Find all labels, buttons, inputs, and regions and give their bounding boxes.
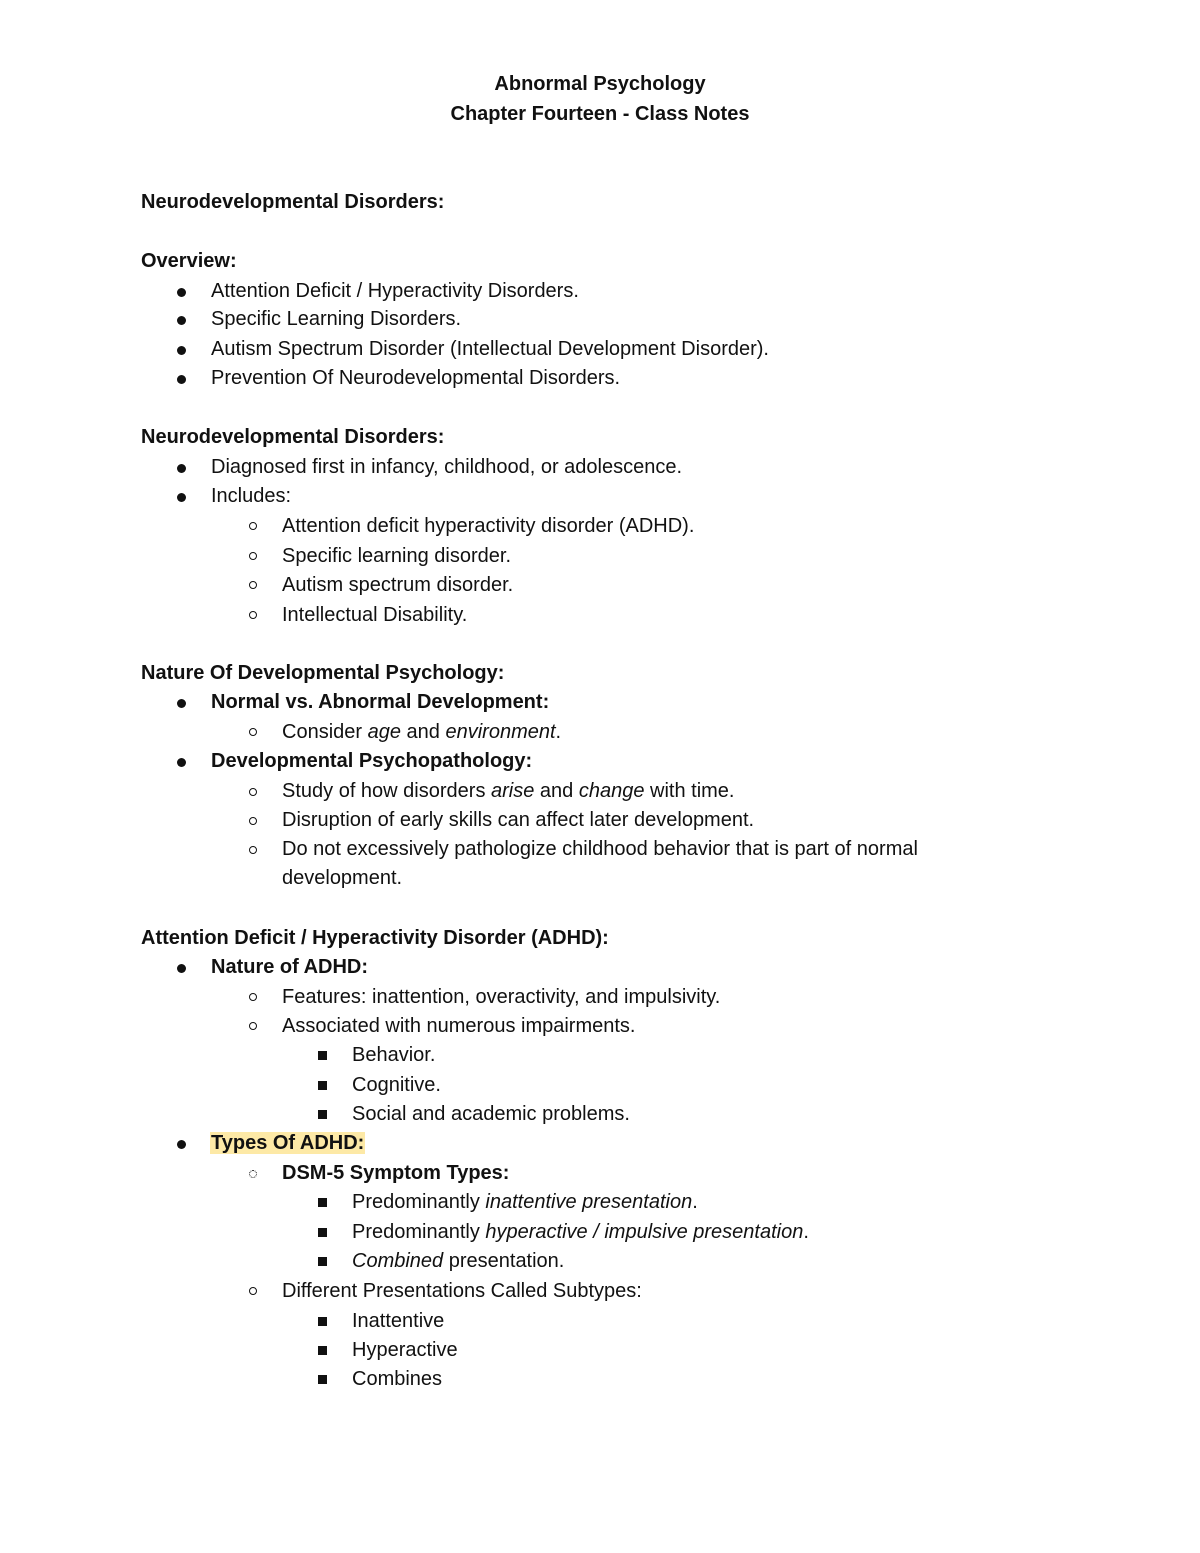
different-presentations-line: Different Presentations Called Subtypes: [282, 1280, 642, 1302]
bullet-square-icon [318, 1198, 327, 1207]
bullet-circle-icon [249, 552, 257, 560]
impairment-item: Behavior. [352, 1044, 436, 1066]
bullet-circle-icon [249, 1287, 257, 1295]
bullet-square-icon [318, 1257, 327, 1266]
bullet-disc-icon [177, 493, 186, 502]
document-title: Abnormal Psychology [494, 73, 706, 95]
text-run: . [555, 721, 562, 743]
bullet-circle-icon [249, 611, 257, 619]
bullet-disc-icon [177, 316, 186, 325]
bullet-disc-icon [177, 464, 186, 473]
bullet-disc-icon [177, 375, 186, 384]
types-of-adhd-line [210, 1131, 365, 1155]
overview-item: Attention Deficit / Hyperactivity Disorders. [211, 280, 579, 302]
bullet-disc-icon [177, 699, 186, 708]
bullet-square-icon [318, 1081, 327, 1090]
bullet-square-icon [318, 1051, 327, 1060]
associated-line: Associated with numerous impairments. [282, 1015, 636, 1037]
overview-heading: Overview: [141, 250, 237, 272]
bullet-disc-icon [177, 1140, 186, 1149]
text-run: . [803, 1221, 809, 1243]
bullet-square-icon [318, 1375, 327, 1384]
text-run: Consider [282, 721, 368, 743]
bullet-disc-icon [177, 288, 186, 297]
subtype-item: Inattentive [352, 1310, 445, 1332]
bullet-circle-icon [249, 788, 257, 796]
neuro-item-includes: Includes: [211, 485, 292, 507]
consider-line [282, 720, 561, 744]
bullet-circle-icon [249, 1022, 257, 1030]
features-line: Features: inattention, overactivity, and impulsivity. [282, 986, 721, 1008]
text-run: . [692, 1191, 698, 1213]
includes-item: Autism spectrum disorder. [282, 574, 514, 596]
text-run: with time. [644, 780, 735, 802]
bullet-disc-icon [177, 964, 186, 973]
emphasis-text: Combined [352, 1250, 444, 1272]
presentation-hyperactive [352, 1220, 809, 1244]
text-run: Study of how disorders [282, 780, 491, 802]
bullet-circle-icon [249, 846, 257, 854]
text-run: Predominantly [352, 1191, 486, 1213]
emphasis-text: inattentive presentation [485, 1191, 693, 1213]
bullet-circle-icon [249, 522, 257, 530]
presentation-inattentive [352, 1190, 698, 1214]
emphasis-change: change [578, 780, 645, 802]
emphasis-environment: environment [445, 721, 556, 743]
pathologize-line-1: Do not excessively pathologize childhood behavior that is part of normal [282, 838, 918, 860]
nature-heading: Nature Of Developmental Psychology: [141, 662, 505, 684]
impairment-item: Social and academic problems. [352, 1103, 630, 1125]
document-subtitle: Chapter Fourteen - Class Notes [450, 103, 750, 125]
subtype-item: Combines [352, 1368, 443, 1390]
disruption-line: Disruption of early skills can affect later development. [282, 809, 755, 831]
bullet-disc-icon [177, 346, 186, 355]
presentation-combined [352, 1249, 564, 1273]
neuro-item-diagnosed: Diagnosed first in infancy, childhood, or adolescence. [211, 456, 683, 478]
bullet-disc-icon [177, 758, 186, 767]
impairment-item: Cognitive. [352, 1074, 441, 1096]
emphasis-text: hyperactive / impulsive presentation [485, 1221, 804, 1243]
devpsych-label: Developmental Psychopathology: [211, 750, 533, 772]
includes-item: Attention deficit hyperactivity disorder (ADHD). [282, 515, 695, 537]
neuro-heading: Neurodevelopmental Disorders: [141, 426, 445, 448]
bullet-square-icon [318, 1346, 327, 1355]
subtype-item: Hyperactive [352, 1339, 458, 1361]
nature-of-adhd-label: Nature of ADHD: [211, 956, 369, 978]
bullet-circle-icon [249, 993, 257, 1001]
study-line [282, 779, 735, 803]
overview-item: Specific Learning Disorders. [211, 308, 462, 330]
emphasis-age: age [367, 721, 401, 743]
includes-item: Specific learning disorder. [282, 545, 512, 567]
overview-item: Prevention Of Neurodevelopmental Disorders. [211, 367, 621, 389]
bullet-circle-icon [249, 728, 257, 736]
bullet-circle-dotted-icon [249, 1170, 257, 1178]
types-of-adhd-highlight: Types Of ADHD: [211, 1132, 365, 1154]
pathologize-line-2: development. [282, 867, 403, 889]
text-run: Predominantly [352, 1221, 486, 1243]
bullet-circle-icon [249, 581, 257, 589]
text-run: and [534, 780, 579, 802]
bullet-square-icon [318, 1110, 327, 1119]
section-heading-neurodevelopmental: Neurodevelopmental Disorders: [141, 191, 445, 213]
overview-item: Autism Spectrum Disorder (Intellectual Development Disorder). [211, 338, 769, 360]
emphasis-arise: arise [491, 780, 535, 802]
text-run: and [400, 721, 446, 743]
normal-vs-abnormal-label: Normal vs. Abnormal Development: [211, 691, 550, 713]
dsm-label: DSM-5 Symptom Types: [282, 1162, 510, 1184]
bullet-square-icon [318, 1228, 327, 1237]
text-run: presentation. [443, 1250, 565, 1272]
bullet-square-icon [318, 1317, 327, 1326]
adhd-heading: Attention Deficit / Hyperactivity Disorder (ADHD): [141, 927, 609, 949]
includes-item: Intellectual Disability. [282, 604, 468, 626]
bullet-circle-icon [249, 817, 257, 825]
